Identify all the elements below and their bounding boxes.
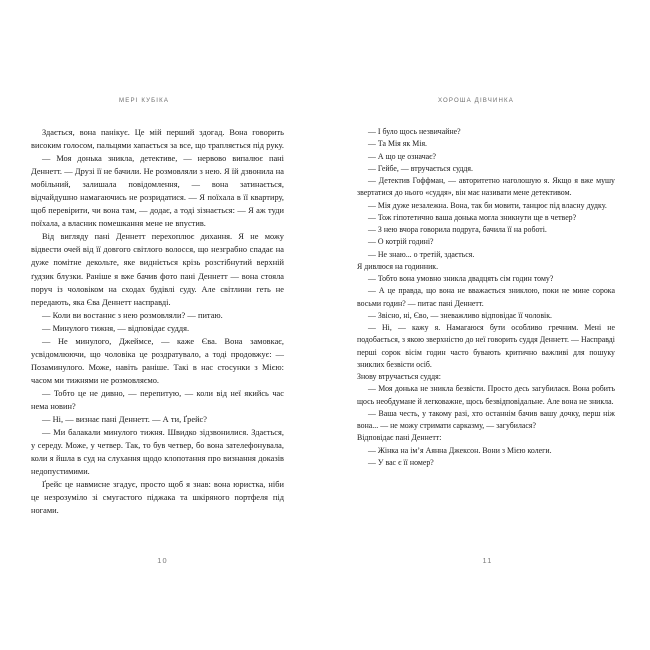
paragraph: Здається, вона панікує. Це мій перший здогад. Вона говорить високим голосом, пальцями хапається за все, що трапляється під руку. xyxy=(31,128,284,151)
paragraph: Від вигляду пані Деннетт перехоплює дихання. Я не можу відвести очей від її довгого світлого волосся, що незграбно спадає на дуже помітне декольте, яке видніється крізь розстібнутий верхній ґудзик блузки. Раніше я вже бачив фото пані Деннетт — вона стояла поруч із чоловіком на сходах будівлі суду. Але світлини геть не передають, яка Єва Деннетт насправді. xyxy=(31,232,284,307)
running-head-right: ХОРОША ДІВЧИНКА xyxy=(438,97,514,104)
page-number-right: 11 xyxy=(482,556,493,565)
paragraph: — Ми балакали минулого тижня. Швидко зідзвонилися. Здається, у середу. Може, у четвер. Так, то був четвер, бо вона зателефонувала, коли я йшла в суд на слухання щодо клопотання про визнання доказів недопустимими. xyxy=(31,428,284,477)
page-right xyxy=(325,0,650,650)
paragraph: — Жінка на ім’я Аянна Джексон. Вони з Мією колеги. xyxy=(368,445,552,455)
paragraph: — Тож гіпотетично ваша донька могла зникнути ще в четвер? xyxy=(368,212,577,222)
paragraph: — А що це означає? xyxy=(368,151,437,161)
paragraph: — Звісно, ні, Єво, — зневажливо відповідає її чоловік. xyxy=(368,310,553,320)
paragraph: — Ваша честь, у такому разі, хто останнім бачив вашу дочку, перш ніж вона... — не можу стримати сарказму, — загубилася? xyxy=(357,408,615,430)
paragraph: Відповідає пані Деннетт: xyxy=(357,433,442,443)
paragraph: — І було щось незвичайне? xyxy=(368,127,461,136)
paragraph: Ґрейс це навмисне згадує, просто щоб я знав: вона юристка, ніби це незрозуміло зі смугастого піджака та шкіряного портфеля під ногами. xyxy=(31,480,284,516)
body-text-left xyxy=(31,126,284,517)
paragraph: — Мія дуже незалежна. Вона, так би мовити, танцює під власну дудку. xyxy=(368,200,607,210)
paragraph: — О котрій годині? xyxy=(368,237,434,247)
paragraph: — У вас є її номер? xyxy=(368,457,434,467)
paragraph: — Ні, — визнає пані Деннетт. — А ти, Ґрейс? xyxy=(42,415,208,425)
paragraph: — А це правда, що вона не вважається зниклою, поки не мине сорока восьми годин? — питає пані Деннетт. xyxy=(357,286,615,308)
paragraph: — Моя донька не зникла безвісти. Просто десь загубилася. Вона робить щось необдумане й легковажне, щось безвідповідальне. Але вона не зникла. xyxy=(357,384,615,406)
paragraph: Знову втручається суддя: xyxy=(357,372,441,381)
paragraph: — Ні, — кажу я. Намагаюся бути особливо гречним. Мені не подобається, з якою зверхністю до неї говорить суддя Деннетт. — Насправді перші сорок вісім годин часто бувають критично важливі для пошуку зниклих безвісти осіб. xyxy=(357,323,615,369)
paragraph: Я дивлюся на годинник. xyxy=(357,261,439,271)
paragraph: — Не минулого, Джеймсе, — каже Єва. Вона замовкає, усвідомлюючи, що чоловіка це роздратувало, а тоді продовжує: — Позаминулого. Може, навіть раніше. Такі в нас стосунки з Мією: часом ми тижнями не розмовляємо. xyxy=(31,336,284,385)
page-number-left: 10 xyxy=(157,556,168,565)
paragraph: — Моя донька зникла, детективе, — нервово випалює пані Деннетт. — Друзі її не бачили. Не розмовляли з нею. Я їй дзвонила на мобільний, залишала повідомлення, — вона затинається, відчайдушно намагаючись не розридатися. — Я поїхала в її квартиру, щоб перевірити, чи вона там, — додає, а тоді зізнається: — Я аж туди поїхала, а власник помешкання мене не впустив. xyxy=(31,154,284,229)
paragraph: — Минулого тижня, — відповідає суддя. xyxy=(42,323,190,333)
paragraph: — Не знаю... о третій, здається. xyxy=(368,249,475,259)
paragraph: — Гейбе, — втручається суддя. xyxy=(368,163,473,173)
paragraph: — Тобто це не дивно, — перепитую, — коли від неї якийсь час нема новин? xyxy=(31,388,284,411)
running-head-left: МЕРІ КУБІКА xyxy=(119,97,170,104)
body-text-right xyxy=(357,126,615,469)
paragraph: — Коли ви востаннє з нею розмовляли? — питаю. xyxy=(42,310,223,320)
paragraph: — Тобто вона умовно зникла двадцять сім годин тому? xyxy=(368,274,554,283)
paragraph: — Та Мія як Мія. xyxy=(368,139,428,149)
paragraph: — З нею вчора говорила подруга, бачила її на роботі. xyxy=(368,225,547,234)
paragraph: — Детектив Гоффман, — авторитетно наголошую я. Якщо я вже мушу звертатися до нього «суддя», він має називати мене детективом. xyxy=(357,176,615,198)
